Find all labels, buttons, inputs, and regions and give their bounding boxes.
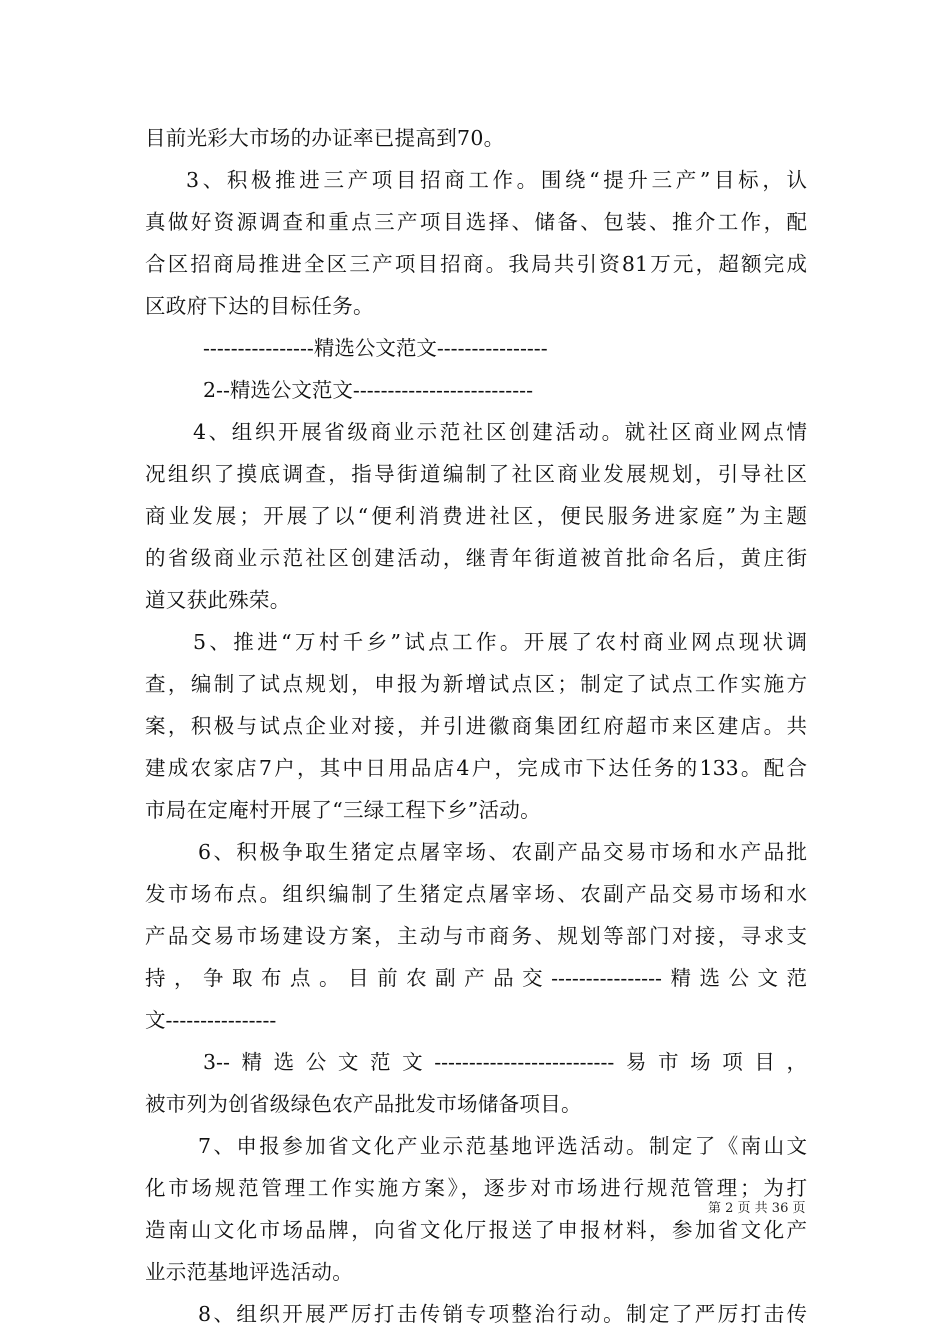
separator-line: 文---------------- bbox=[145, 1008, 277, 1032]
paragraph-3-start: 3、积极推进三产项目招商工作。围绕“提升三产”目标，认 bbox=[186, 168, 807, 192]
paragraph-4-start: 4、组织开展省级商业示范社区创建活动。就社区商业网点情 bbox=[193, 420, 807, 444]
text-line: 持，争取布点。目前农副产品交----------------精选公文范 bbox=[145, 966, 807, 990]
text-line: 目前光彩大市场的办证率已提高到70。 bbox=[145, 126, 505, 150]
page-marker-line: 3--精选公文范文--------------------------易市场项目， bbox=[203, 1050, 807, 1074]
text-line: 被市列为创省级绿色农产品批发市场储备项目。 bbox=[145, 1092, 582, 1116]
text-line: 况组织了摸底调查，指导街道编制了社区商业发展规划，引导社区 bbox=[145, 462, 807, 486]
page-marker-line: 2--精选公文范文-------------------------- bbox=[203, 378, 533, 402]
paragraph-5-start: 5、推进“万村千乡”试点工作。开展了农村商业网点现状调 bbox=[193, 630, 807, 654]
text-line: 化市场规范管理工作实施方案》，逐步对市场进行规范管理；为打 bbox=[145, 1176, 807, 1200]
text-line: 真做好资源调查和重点三产项目选择、储备、包装、推介工作，配 bbox=[145, 210, 807, 234]
text-line: 商业发展；开展了以“便利消费进社区，便民服务进家庭”为主题 bbox=[145, 504, 807, 528]
text-line: 区政府下达的目标任务。 bbox=[145, 294, 374, 318]
page-number-footer: 第 2 页 共 36 页 bbox=[708, 1201, 806, 1216]
text-line: 案，积极与试点企业对接，并引进徽商集团红府超市来区建店。共 bbox=[145, 714, 807, 738]
text-line: 市局在定庵村开展了“三绿工程下乡”活动。 bbox=[145, 798, 541, 822]
paragraph-7-start: 7、申报参加省文化产业示范基地评选活动。制定了《南山文 bbox=[198, 1134, 807, 1158]
text-line: 业示范基地评选活动。 bbox=[145, 1260, 353, 1284]
paragraph-8-start: 8、组织开展严厉打击传销专项整治行动。制定了严厉打击传 bbox=[198, 1302, 807, 1326]
text-line: 的省级商业示范社区创建活动，继青年街道被首批命名后，黄庄街 bbox=[145, 546, 807, 570]
separator-line: ----------------精选公文范文---------------- bbox=[203, 336, 548, 360]
text-line: 产品交易市场建设方案，主动与市商务、规划等部门对接，寻求支 bbox=[145, 924, 807, 948]
text-line: 造南山文化市场品牌，向省文化厅报送了申报材料，参加省文化产 bbox=[145, 1218, 807, 1242]
text-line: 查，编制了试点规划，申报为新增试点区；制定了试点工作实施方 bbox=[145, 672, 807, 696]
text-line: 合区招商局推进全区三产项目招商。我局共引资81万元，超额完成 bbox=[145, 252, 807, 276]
text-line: 道又获此殊荣。 bbox=[145, 588, 291, 612]
text-line: 建成农家店7户，其中日用品店4户，完成市下达任务的133。配合 bbox=[145, 756, 807, 780]
text-line: 发市场布点。组织编制了生猪定点屠宰场、农副产品交易市场和水 bbox=[145, 882, 807, 906]
paragraph-6-start: 6、积极争取生猪定点屠宰场、农副产品交易市场和水产品批 bbox=[198, 840, 807, 864]
